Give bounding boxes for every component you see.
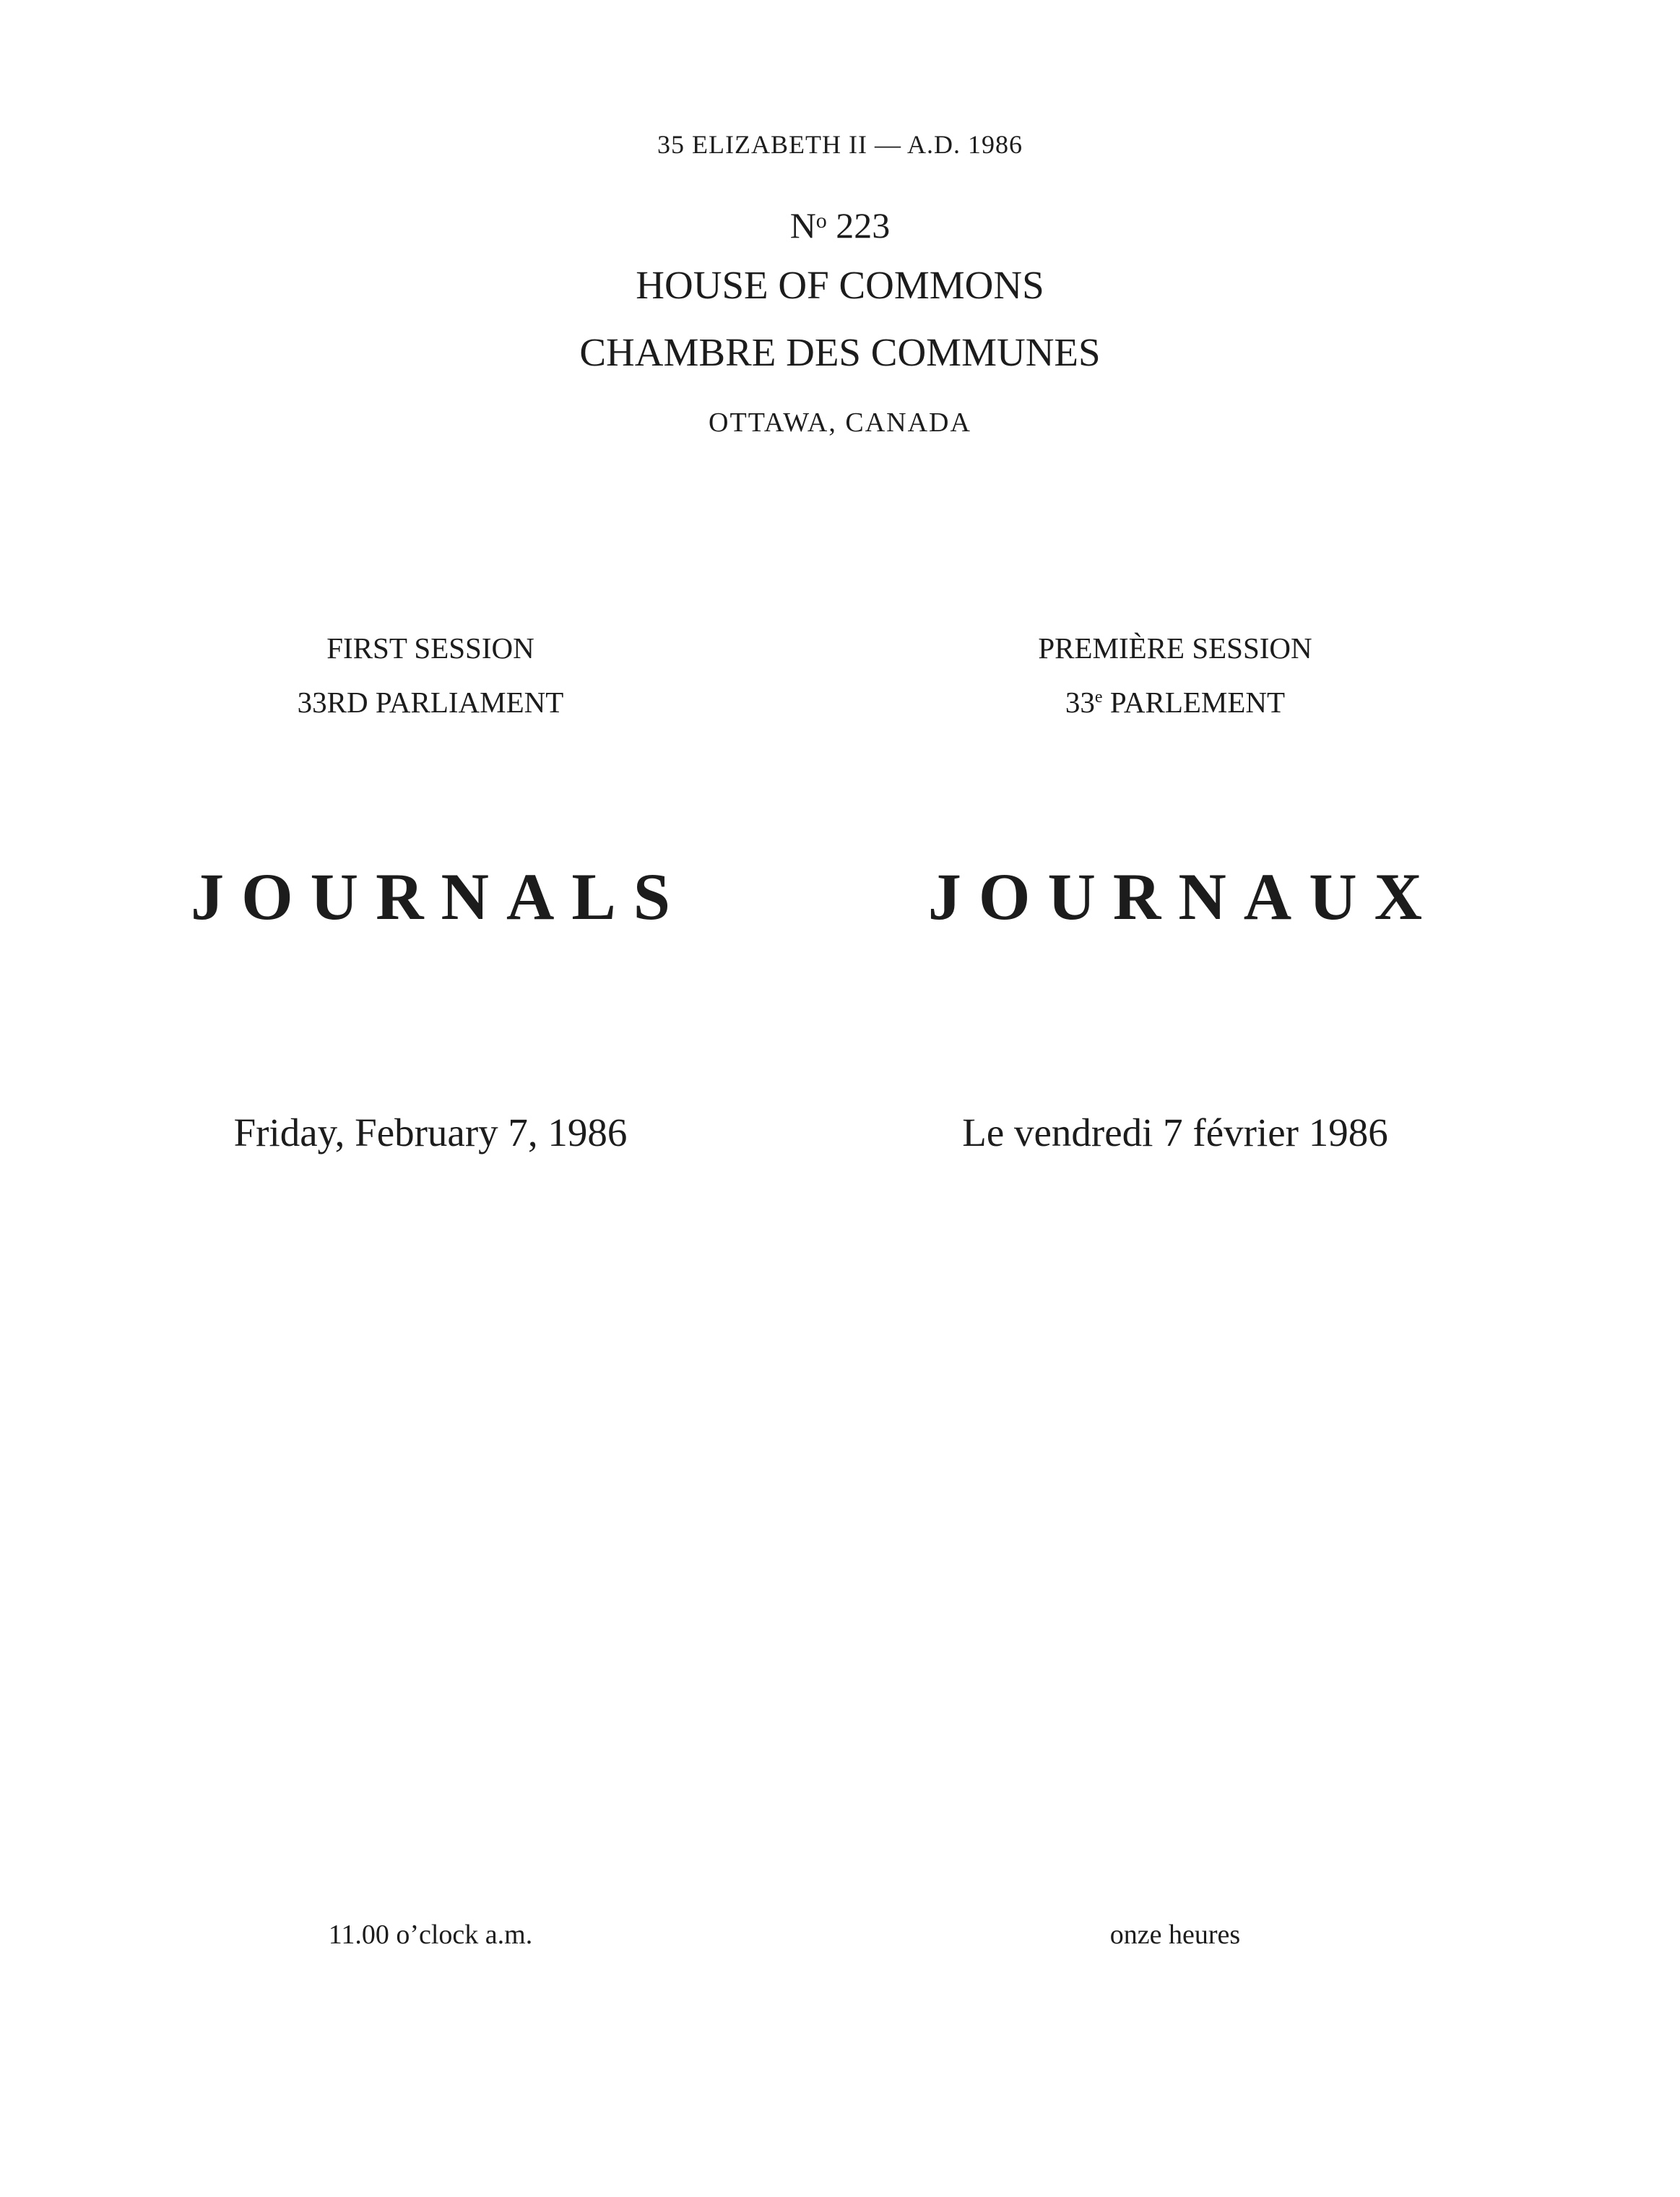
place: OTTAWA, CANADA [709,407,971,438]
issue-number [0,205,1680,246]
sitting-time-french: onze heures [1109,1920,1241,1950]
parliament-french-word: PARLEMENT [1102,686,1286,719]
date-english: Friday, February 7, 1986 [233,1110,628,1154]
parliament-french [883,688,1468,717]
regnal-year: 35 ELIZABETH II — A.D. 1986 [657,130,1023,159]
parliament-english: 33RD PARLIAMENT [297,686,564,719]
issue-number-prefix: N [789,205,816,246]
sitting-time-english: 11.00 o’clock a.m. [328,1920,533,1950]
session-english: FIRST SESSION [326,631,534,665]
title-english: JOURNALS [191,860,688,933]
session-french: PREMIÈRE SESSION [1038,631,1312,665]
issue-number-superscript: o [815,209,827,233]
date-french: Le vendredi 7 février 1986 [962,1110,1388,1154]
house-name-french: CHAMBRE DES COMMUNES [579,330,1101,374]
house-name-english: HOUSE OF COMMONS [636,263,1044,307]
title-french: JOURNAUX [927,860,1440,933]
parliament-french-superscript: e [1094,688,1103,707]
parliament-french-number: 33 [1065,686,1095,719]
issue-number-value: 223 [826,205,891,246]
